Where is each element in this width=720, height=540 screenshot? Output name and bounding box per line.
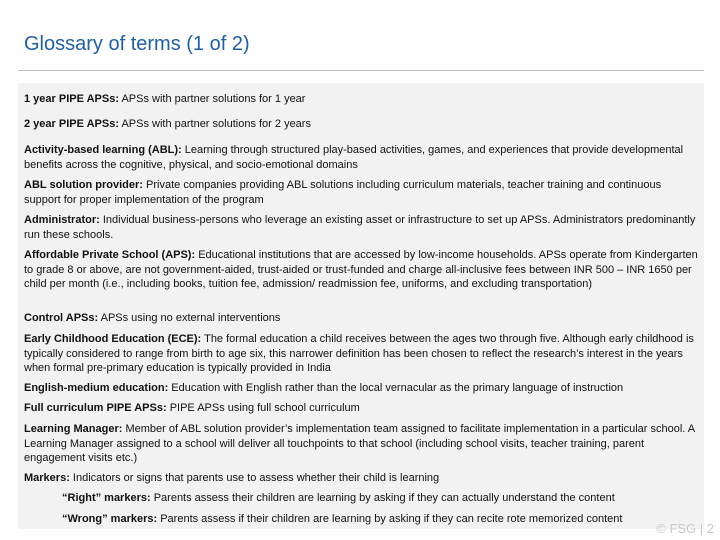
- term: Activity-based learning (ABL):: [24, 144, 182, 156]
- glossary-entry: [24, 311, 700, 326]
- definition: APSs with partner solutions for 2 years: [121, 118, 311, 130]
- term: 2 year PIPE APSs:: [24, 118, 119, 130]
- glossary-entry: [24, 332, 700, 376]
- glossary-entry: [24, 92, 700, 107]
- title-divider: [18, 70, 704, 71]
- glossary-entry: [24, 213, 700, 242]
- glossary-entry: [24, 143, 700, 172]
- definition: APSs with partner solutions for 1 year: [121, 93, 306, 105]
- glossary-entry: [24, 117, 700, 132]
- glossary-sub-entry: [62, 491, 702, 506]
- term: Learning Manager:: [24, 423, 123, 435]
- definition: The formal education a child receives between the ages two through five. Although early childhood is typically considered to range from birth to age six, this narrower definition has been chosen to reflect the research’s interest in the years when formal pre-primary education is typically provided in India: [24, 333, 694, 374]
- definition: APSs using no external interventions: [100, 312, 281, 324]
- term: Administrator:: [24, 214, 100, 226]
- definition: Private companies providing ABL solutions including curriculum materials, teacher training and continuous support for proper implementation of the program: [24, 179, 662, 206]
- definition: Parents assess if their children are learning by asking if they can recite rote memorized content: [160, 513, 623, 525]
- definition: Education with English rather than the local vernacular as the primary language of instruction: [171, 382, 624, 394]
- glossary-entry: [24, 422, 700, 466]
- term: “Wrong” markers:: [62, 513, 158, 525]
- definition: Educational institutions that are accessed by low-income households. APSs operate from Kindergarten to grade 8 or above, are not government-aided, trust-aided or trust-funded and charge all-inclusive fees between INR 500 – INR 1650 per child per month (i.e., including books, tuition fee, admission/ readmission fee, uniforms, and excluding transportation): [24, 249, 698, 290]
- definition: Individual business-persons who leverage an existing asset or infrastructure to set up APSs. Administrators predominantly run these schools.: [24, 214, 696, 241]
- term: 1 year PIPE APSs:: [24, 93, 119, 105]
- glossary-entry: [24, 178, 700, 207]
- glossary-sub-entry: [62, 512, 702, 527]
- term: Markers:: [24, 472, 70, 484]
- term: Affordable Private School (APS):: [24, 249, 196, 261]
- term: Full curriculum PIPE APSs:: [24, 402, 167, 414]
- glossary-entry: [24, 248, 700, 292]
- footer-page-number: © FSG | 2: [656, 521, 714, 536]
- definition: Member of ABL solution provider’s implementation team assigned to facilitate implementation in a particular school. A Learning Manager assigned to a school will deliver all touchpoints to that school (including school visits, teacher training, parent engagement visits etc.): [24, 423, 695, 464]
- definition: Learning through structured play-based activities, games, and experiences that provide developmental benefits across the cognitive, physical, and socio-emotional domains: [24, 144, 684, 171]
- term: “Right” markers:: [62, 492, 151, 504]
- term: English-medium education:: [24, 382, 169, 394]
- term: Control APSs:: [24, 312, 99, 324]
- term: Early Childhood Education (ECE):: [24, 333, 202, 345]
- glossary-entry: [24, 401, 700, 416]
- glossary-entry: [24, 471, 700, 486]
- definition: Indicators or signs that parents use to assess whether their child is learning: [72, 472, 440, 484]
- page-title: Glossary of terms (1 of 2): [24, 33, 250, 55]
- glossary-entry: [24, 381, 700, 396]
- definition: Parents assess their children are learning by asking if they can actually understand the content: [153, 492, 615, 504]
- definition: PIPE APSs using full school curriculum: [169, 402, 360, 414]
- term: ABL solution provider:: [24, 179, 143, 191]
